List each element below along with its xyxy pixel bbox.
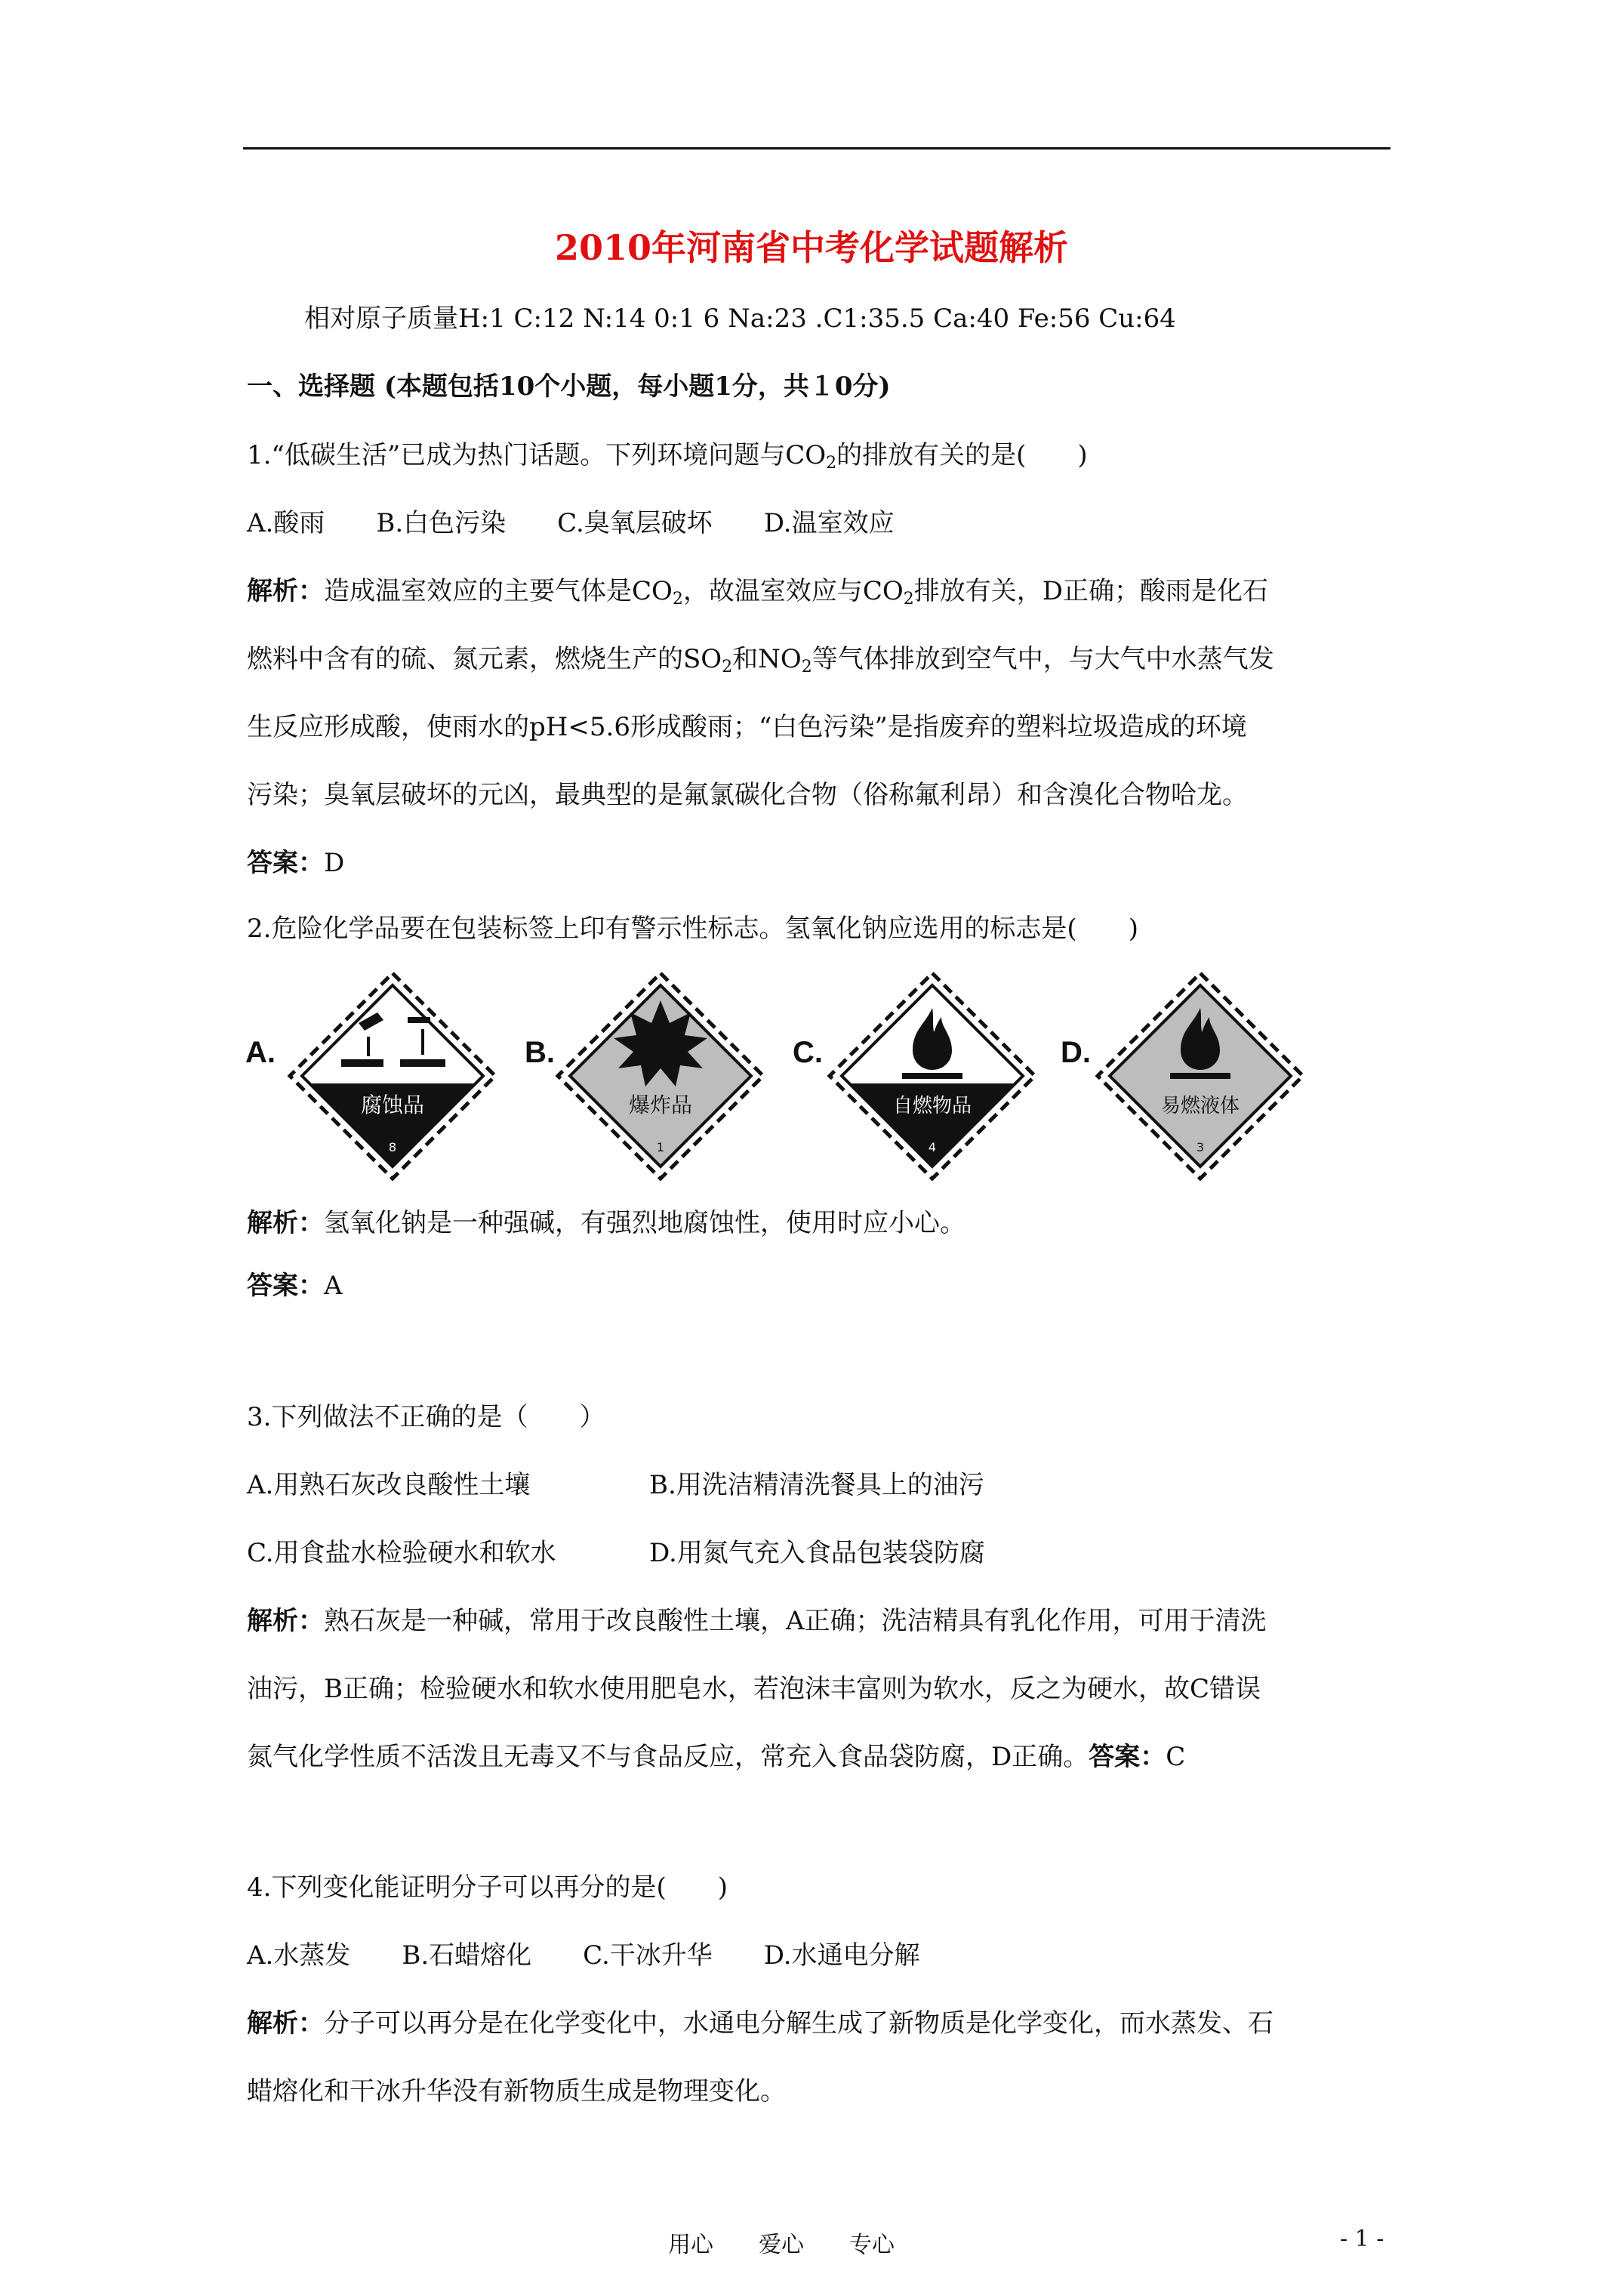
q1-options: A.酸雨 B.白色污染 C.臭氧层破坏 D.温室效应 bbox=[247, 508, 895, 538]
q3-stem: 3.下列做法不正确的是（ ） bbox=[247, 1402, 605, 1432]
q3-analysis-line2: 油污，B正确；检验硬水和软水使用肥皂水，若泡沫丰富则为软水，反之为硬水，故C错误 bbox=[247, 1674, 1261, 1704]
q3-analysis-line1 bbox=[247, 1606, 1267, 1636]
q4-analysis-l1: 分子可以再分是在化学变化中，水通电分解生成了新物质是化学变化，而水蒸发、石 bbox=[324, 2008, 1273, 2039]
sign-d-letter: D. bbox=[1061, 1036, 1091, 1069]
q1-a2a: 燃料中含有的硫、氮元素，燃烧生产的SO bbox=[247, 644, 722, 674]
q1-analysis-line1 bbox=[247, 576, 1269, 609]
sign-a-letter: A. bbox=[245, 1036, 276, 1069]
q3-analysis-l3: 氮气化学性质不活泼且无毒又不与食品反应，常充入食品袋防腐，D正确。 bbox=[247, 1742, 1089, 1772]
q3-analysis-label: 解析： bbox=[247, 1606, 324, 1636]
q2-answer bbox=[247, 1271, 343, 1301]
sign-b-num: 1 bbox=[656, 1140, 665, 1154]
q3-option-c: C.用食盐水检验硬水和软水 bbox=[247, 1538, 556, 1568]
sign-b-text: 爆炸品 bbox=[628, 1093, 693, 1117]
q1-a1a: 造成温室效应的主要气体是CO bbox=[324, 576, 673, 606]
sign-a-text: 腐蚀品 bbox=[360, 1093, 425, 1117]
q3-analysis-l1: 熟石灰是一种碱，常用于改良酸性土壤，A正确；洗洁精具有乳化作用，可用于清洗 bbox=[324, 1606, 1267, 1636]
q1-stem-b: 的排放有关的是( ) bbox=[836, 440, 1088, 470]
page-title: 2010年河南省中考化学试题解析 bbox=[554, 227, 1069, 268]
q1-sub4: 2 bbox=[801, 658, 812, 676]
q1-a1b: ，故温室效应与CO bbox=[682, 576, 904, 606]
q1-a2c: 等气体排放到空气中，与大气中水蒸气发 bbox=[812, 644, 1274, 674]
sign-a-num: 8 bbox=[388, 1140, 397, 1154]
flammable-liquid-sign-icon bbox=[1095, 970, 1306, 1182]
q1-answer-value: D bbox=[324, 848, 345, 878]
q2-answer-label: 答案： bbox=[247, 1271, 324, 1301]
sign-d-num: 3 bbox=[1196, 1140, 1205, 1154]
sign-d-text: 易燃液体 bbox=[1160, 1095, 1240, 1117]
q1-analysis-label: 解析： bbox=[247, 576, 324, 606]
q1-stem-a: 1.“低碳生活”已成为热门话题。下列环境问题与CO bbox=[247, 440, 827, 470]
explosive-sign-icon bbox=[555, 970, 766, 1182]
footer-motto: 用心 爱心 专心 bbox=[668, 2232, 895, 2258]
q1-sub2: 2 bbox=[903, 590, 914, 609]
q3-answer-label: 答案： bbox=[1089, 1742, 1166, 1772]
corrosive-sign-icon bbox=[287, 970, 498, 1182]
q4-stem: 4.下列变化能证明分子可以再分的是( ) bbox=[247, 1872, 728, 1903]
sign-c-num: 4 bbox=[928, 1140, 937, 1154]
sign-c-letter: C. bbox=[793, 1036, 823, 1069]
q2-analysis bbox=[247, 1208, 965, 1238]
q1-sub3: 2 bbox=[722, 658, 733, 676]
atomic-mass-line: 相对原子质量H:1 C:12 N:14 0:1 6 Na:23 .C1:35.5 Ca:40 Fe:56 Cu:64 bbox=[304, 304, 1176, 334]
q1-stem-sub: 2 bbox=[826, 454, 837, 473]
sign-c-text: 自燃物品 bbox=[892, 1095, 972, 1117]
q3-option-a: A.用熟石灰改良酸性土壤 bbox=[247, 1470, 531, 1500]
q1-a2b: 和NO bbox=[732, 644, 802, 674]
q2-analysis-label: 解析： bbox=[247, 1208, 324, 1238]
q2-answer-value: A bbox=[324, 1271, 343, 1301]
header-rule bbox=[243, 147, 1390, 149]
q1-analysis-line2 bbox=[247, 644, 1274, 674]
q2-stem: 2.危险化学品要在包装标签上印有警示性标志。氢氧化钠应选用的标志是( ) bbox=[247, 914, 1138, 944]
q1-a1c: 排放有关，D正确；酸雨是化石 bbox=[913, 576, 1269, 606]
sign-b-letter: B. bbox=[525, 1036, 555, 1069]
q4-analysis-line2: 蜡熔化和干冰升华没有新物质生成是物理变化。 bbox=[247, 2076, 786, 2106]
q3-option-b: B.用洗洁精清洗餐具上的油污 bbox=[649, 1470, 984, 1500]
page-number: - 1 - bbox=[1340, 2226, 1384, 2252]
q2-analysis-text: 氢氧化钠是一种强碱，有强烈地腐蚀性，使用时应小心。 bbox=[324, 1208, 965, 1238]
section-heading: 一、选择题 (本题包括10个小题，每小题1分，共１0分) bbox=[247, 371, 891, 402]
q1-analysis-line3: 生反应形成酸，使雨水的pH<5.6形成酸雨；“白色污染”是指废弃的塑料垃圾造成的环境 bbox=[247, 712, 1247, 742]
q4-analysis-label: 解析： bbox=[247, 2008, 324, 2039]
spontaneous-combustion-sign-icon bbox=[827, 970, 1038, 1182]
q1-analysis-line4: 污染；臭氧层破坏的元凶，最典型的是氟氯碳化合物（俗称氟利昂）和含溴化合物哈龙。 bbox=[247, 780, 1248, 810]
q4-analysis-line1 bbox=[247, 2008, 1273, 2039]
q3-option-d: D.用氮气充入食品包装袋防腐 bbox=[649, 1538, 985, 1568]
q1-stem bbox=[247, 440, 1088, 473]
q1-answer bbox=[247, 848, 344, 878]
q3-answer-value: C bbox=[1166, 1742, 1186, 1772]
q1-sub1: 2 bbox=[672, 590, 683, 609]
q1-answer-label: 答案： bbox=[247, 848, 324, 878]
q3-analysis-line3 bbox=[247, 1742, 1185, 1772]
q4-options: A.水蒸发 B.石蜡熔化 C.干冰升华 D.水通电分解 bbox=[247, 1940, 920, 1971]
